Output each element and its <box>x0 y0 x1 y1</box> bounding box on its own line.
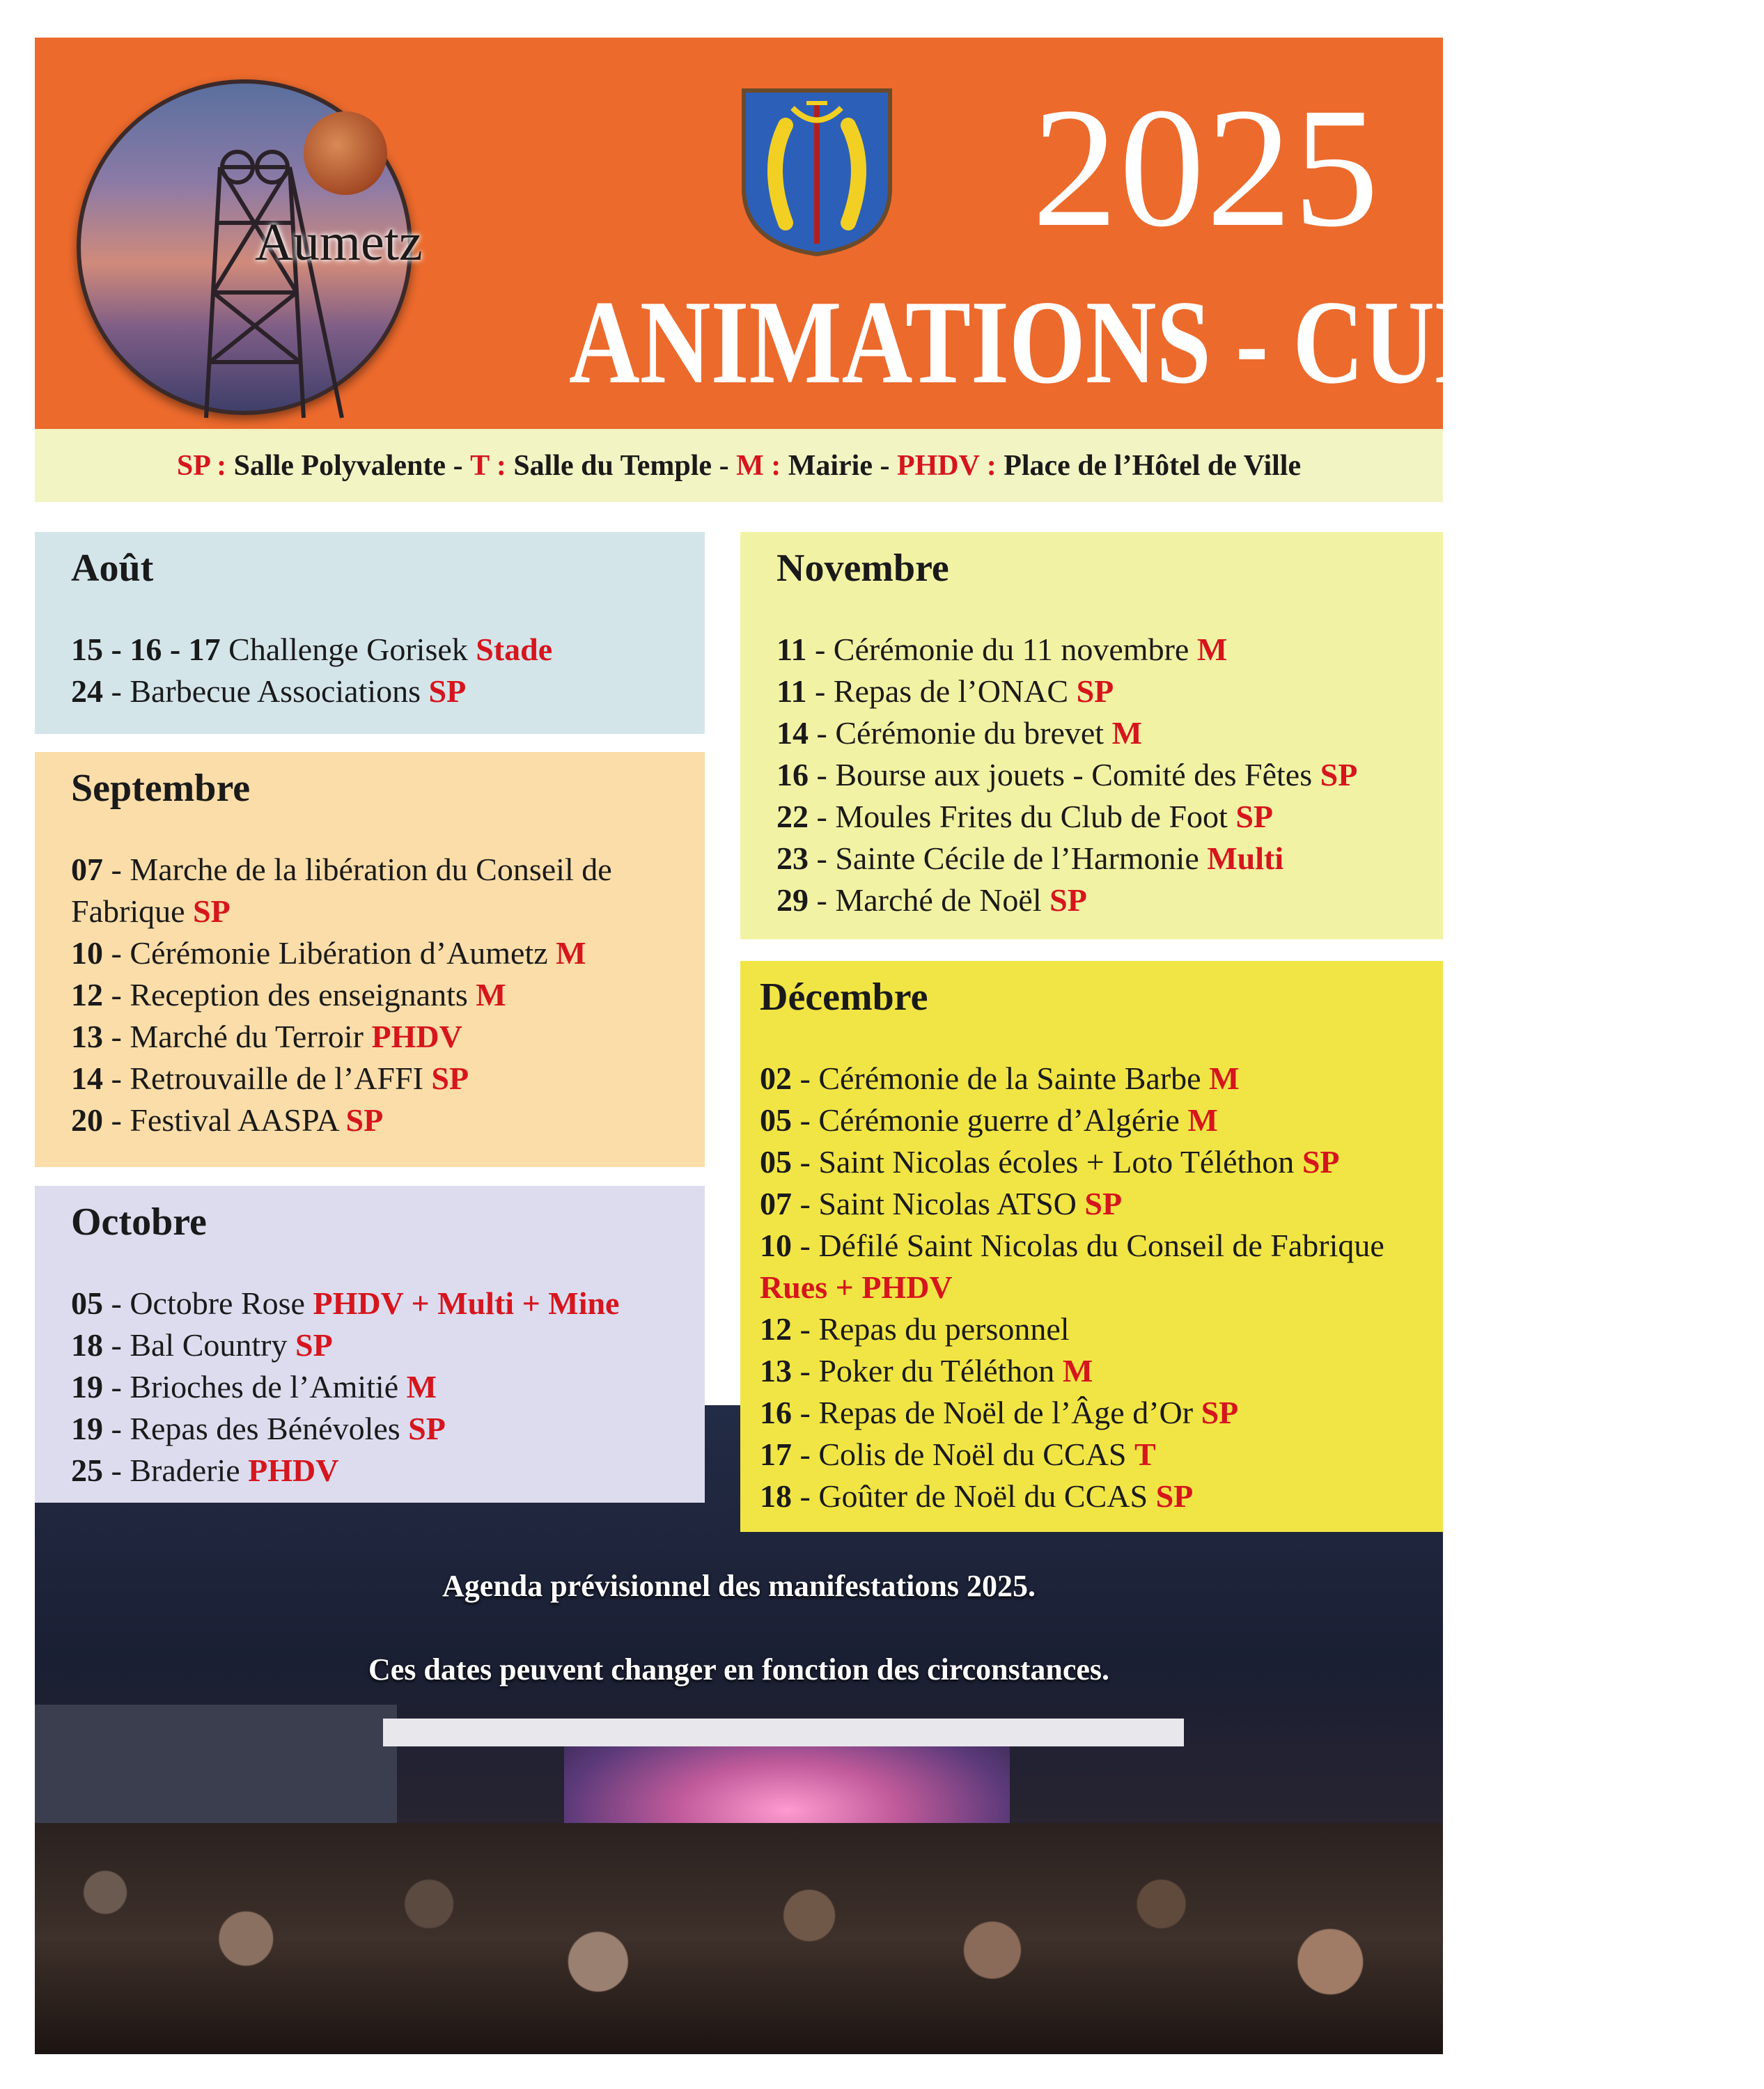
event-item <box>760 1058 1407 1100</box>
event-label: - Repas de Noël de l’Âge d’Or <box>792 1394 1201 1430</box>
event-location: Stade <box>476 631 553 667</box>
legend-separator: - <box>872 449 897 482</box>
event-label: - Défilé Saint Nicolas du Conseil de Fabrique <box>792 1227 1393 1263</box>
event-location: PHDV <box>371 1018 462 1054</box>
event-date: 29 <box>776 882 809 918</box>
footer-notice <box>35 1565 1443 1691</box>
event-location: SP <box>295 1327 333 1363</box>
event-location: SP <box>428 673 467 709</box>
event-date: 13 <box>760 1352 792 1388</box>
footer-line-2: Ces dates peuvent changer en fonction des circonstances. <box>368 1652 1110 1687</box>
event-item <box>760 1434 1407 1476</box>
event-item <box>776 838 1407 879</box>
event-date: 10 <box>760 1227 792 1263</box>
event-date: 18 <box>71 1327 103 1363</box>
event-label: - Repas des Bénévoles <box>103 1410 409 1446</box>
event-location: M <box>1062 1352 1093 1388</box>
event-item <box>71 1016 669 1058</box>
month-title: Août <box>71 547 154 590</box>
event-location: Rues + PHDV <box>760 1269 953 1305</box>
event-location: SP <box>1320 756 1358 792</box>
location-legend <box>35 429 1443 502</box>
event-label: Challenge Gorisek <box>220 631 476 667</box>
event-location: SP <box>1302 1143 1340 1180</box>
month-title: Septembre <box>71 767 251 810</box>
event-date: 02 <box>760 1060 792 1096</box>
aumetz-logo <box>77 79 423 415</box>
event-date: 12 <box>760 1310 792 1347</box>
event-item <box>760 1392 1407 1434</box>
month-box-aout <box>35 532 705 734</box>
event-date: 19 <box>71 1368 103 1405</box>
event-item <box>71 1100 669 1141</box>
event-location: PHDV + Multi + Mine <box>313 1285 620 1321</box>
event-date: 15 - 16 - 17 <box>71 631 221 667</box>
event-item <box>71 629 669 671</box>
event-item <box>760 1350 1407 1392</box>
event-label: - Cérémonie du brevet <box>809 714 1112 751</box>
legend-m-name: Mairie <box>788 449 873 482</box>
event-item <box>71 671 669 712</box>
event-label: - Octobre Rose <box>103 1285 313 1321</box>
event-label: - Marché de Noël <box>809 882 1050 918</box>
event-date: 12 <box>71 976 103 1012</box>
event-date: 07 <box>71 851 103 887</box>
event-location: M <box>476 976 506 1012</box>
month-box-decembre <box>740 961 1443 1532</box>
event-item <box>776 754 1407 796</box>
event-item <box>760 1141 1407 1183</box>
event-item <box>760 1225 1407 1308</box>
logo-text: Aumetz <box>255 213 423 272</box>
event-location: SP <box>1235 798 1274 834</box>
event-item <box>760 1476 1407 1517</box>
month-title: Novembre <box>776 547 949 590</box>
event-item <box>760 1308 1407 1350</box>
event-location: SP <box>1155 1478 1194 1514</box>
legend-t-code: T : <box>470 449 506 482</box>
legend-t-name: Salle du Temple <box>513 449 712 482</box>
event-item <box>71 849 669 932</box>
event-label: - Goûter de Noël du CCAS <box>792 1478 1156 1514</box>
event-label: - Brioches de l’Amitié <box>103 1368 407 1405</box>
event-label: - Cérémonie guerre d’Algérie <box>792 1102 1188 1138</box>
event-item <box>71 1450 669 1492</box>
event-label: - Braderie <box>103 1452 249 1488</box>
event-label: - Reception des enseignants <box>103 976 476 1012</box>
event-date: 22 <box>776 798 809 834</box>
event-date: 11 <box>776 673 807 709</box>
event-date: 10 <box>71 934 103 971</box>
event-label: - Moules Frites du Club de Foot <box>809 798 1236 834</box>
event-location: SP <box>345 1102 384 1138</box>
month-box-septembre <box>35 752 705 1167</box>
event-item <box>71 1408 669 1450</box>
event-date: 14 <box>71 1060 103 1096</box>
mine-headframe-icon <box>164 139 345 418</box>
event-label: - Colis de Noël du CCAS <box>792 1436 1134 1472</box>
event-location: M <box>406 1368 437 1405</box>
legend-phdv-code: PHDV : <box>896 449 997 482</box>
event-item <box>71 932 669 974</box>
header-banner <box>35 38 1764 429</box>
event-list <box>71 1283 669 1492</box>
event-item <box>776 629 1407 671</box>
event-location: M <box>1187 1102 1218 1138</box>
event-item <box>760 1183 1407 1225</box>
event-item <box>776 796 1407 838</box>
event-location: SP <box>1084 1185 1123 1221</box>
event-label: - Cérémonie du 11 novembre <box>806 631 1197 667</box>
event-date: 23 <box>776 840 809 876</box>
event-date: 16 <box>760 1394 792 1430</box>
page-title: ANIMATIONS - CULTURE <box>568 276 1764 409</box>
event-label: - Festival AASPA <box>103 1102 346 1138</box>
event-label: - Repas du personnel <box>792 1310 1070 1347</box>
event-date: 05 <box>71 1285 103 1321</box>
legend-m-code: M : <box>736 449 781 482</box>
event-location: M <box>1111 714 1142 751</box>
event-label: - Bal Country <box>103 1327 295 1363</box>
event-label: - Marche de la libération du Conseil de Fabrique <box>71 851 620 929</box>
event-date: 13 <box>71 1018 103 1054</box>
event-location: SP <box>431 1060 469 1096</box>
month-title: Décembre <box>760 976 928 1019</box>
event-location: Multi <box>1207 840 1284 876</box>
event-label: - Repas de l’ONAC <box>806 673 1077 709</box>
legend-separator: - <box>446 449 471 482</box>
event-list <box>776 629 1407 921</box>
event-date: 18 <box>760 1478 792 1514</box>
event-location: M <box>1196 631 1228 667</box>
event-location: T <box>1134 1436 1156 1472</box>
month-box-octobre <box>35 1186 705 1503</box>
crowd <box>35 1823 1443 2054</box>
event-label: - Sainte Cécile de l’Harmonie <box>809 840 1208 876</box>
month-box-novembre <box>740 532 1443 939</box>
event-label: - Retrouvaille de l’AFFI <box>103 1060 432 1096</box>
legend-phdv-name: Place de l’Hôtel de Ville <box>1004 449 1302 482</box>
event-date: 14 <box>776 714 809 751</box>
event-location: M <box>556 934 586 971</box>
event-date: 25 <box>71 1452 103 1488</box>
event-list <box>71 629 669 712</box>
legend-separator: - <box>712 449 737 482</box>
event-date: 05 <box>760 1143 792 1180</box>
event-date: 17 <box>760 1436 792 1472</box>
event-label: - Saint Nicolas écoles + Loto Téléthon <box>792 1143 1302 1180</box>
event-location: SP <box>193 893 231 929</box>
event-label: - Barbecue Associations <box>103 673 429 709</box>
event-label: - Poker du Téléthon <box>792 1352 1063 1388</box>
event-item <box>776 712 1407 754</box>
event-date: 20 <box>71 1102 103 1138</box>
legend-sp-name: Salle Polyvalente <box>233 449 446 482</box>
legend-sp-code: SP : <box>176 449 227 482</box>
event-label: - Cérémonie de la Sainte Barbe <box>792 1060 1210 1096</box>
event-location: SP <box>1049 882 1087 918</box>
event-label: - Cérémonie Libération d’Aumetz <box>103 934 556 971</box>
event-date: 07 <box>760 1185 792 1221</box>
event-item <box>776 671 1407 712</box>
footer-line-1: Agenda prévisionnel des manifestations 2025. <box>442 1569 1036 1603</box>
coat-of-arms-icon <box>737 84 897 258</box>
event-location: PHDV <box>248 1452 339 1488</box>
event-location: SP <box>1201 1394 1239 1430</box>
event-item <box>760 1100 1407 1141</box>
event-date: 24 <box>71 673 103 709</box>
event-date: 11 <box>776 631 807 667</box>
event-item <box>71 974 669 1016</box>
month-title: Octobre <box>71 1200 207 1244</box>
event-item <box>71 1366 669 1408</box>
event-label: - Marché du Terroir <box>103 1018 372 1054</box>
event-label: - Saint Nicolas ATSO <box>792 1185 1085 1221</box>
event-date: 19 <box>71 1410 103 1446</box>
event-item <box>71 1324 669 1366</box>
event-item <box>71 1283 669 1324</box>
stage-canopy <box>383 1719 1184 1746</box>
event-item <box>71 1058 669 1100</box>
year: 2025 <box>1032 73 1380 263</box>
event-label: - Bourse aux jouets - Comité des Fêtes <box>809 756 1320 792</box>
event-list <box>71 849 669 1141</box>
event-location: M <box>1209 1060 1240 1096</box>
event-date: 16 <box>776 756 809 792</box>
event-location: SP <box>1076 673 1114 709</box>
event-item <box>776 879 1407 921</box>
event-list <box>760 1058 1407 1517</box>
event-location: SP <box>408 1410 446 1446</box>
event-date: 05 <box>760 1102 792 1138</box>
